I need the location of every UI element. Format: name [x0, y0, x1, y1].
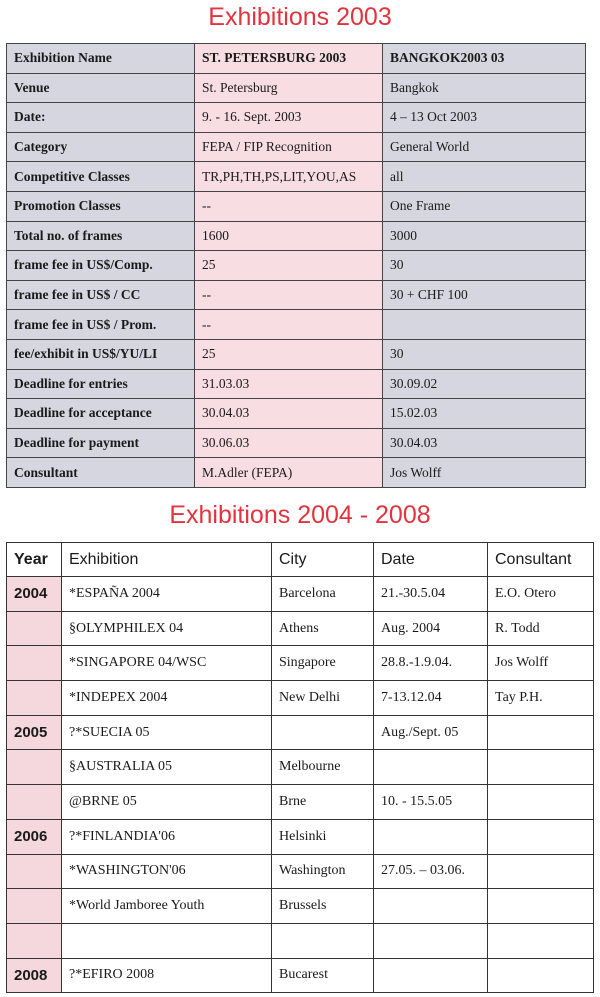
date-cell	[374, 819, 488, 854]
exhibition-cell: @BRNE 05	[62, 785, 272, 820]
row-label: frame fee in US$/Comp.	[7, 251, 195, 281]
bangkok-value: Jos Wolff	[383, 458, 586, 488]
table-row	[7, 646, 594, 681]
city-cell: Washington	[272, 854, 374, 889]
st-petersburg-value: 25	[195, 339, 383, 369]
table-row	[7, 399, 586, 429]
table-row	[7, 611, 594, 646]
city-cell: Singapore	[272, 646, 374, 681]
table-row	[7, 73, 586, 103]
table-row	[7, 681, 594, 716]
city-cell: Athens	[272, 611, 374, 646]
city-cell: Brne	[272, 785, 374, 820]
city-cell: New Delhi	[272, 681, 374, 716]
city-cell	[272, 715, 374, 750]
bangkok-value: all	[383, 162, 586, 192]
table-row	[7, 428, 586, 458]
consultant-cell: Jos Wolff	[488, 646, 594, 681]
table-row	[7, 339, 586, 369]
exhibitions-2004-2008-table	[6, 542, 594, 993]
year-cell	[7, 750, 62, 785]
exhibition-cell: ?*FINLANDIA'06	[62, 819, 272, 854]
exhibitions-2003-table	[6, 43, 586, 488]
year-cell: 2006	[7, 819, 62, 854]
st-petersburg-value: 30.04.03	[195, 399, 383, 429]
year-cell: 2004	[7, 577, 62, 612]
year-cell	[7, 646, 62, 681]
table-row	[7, 577, 594, 612]
year-cell	[7, 611, 62, 646]
st-petersburg-value: 25	[195, 251, 383, 281]
row-label: Promotion Classes	[7, 191, 195, 221]
exhibition-cell: *ESPAÑA 2004	[62, 577, 272, 612]
year-cell	[7, 785, 62, 820]
date-cell: Aug./Sept. 05	[374, 715, 488, 750]
bangkok-value: 30	[383, 339, 586, 369]
column-header: Year	[7, 543, 62, 577]
column-header: Exhibition	[62, 543, 272, 577]
year-cell	[7, 889, 62, 924]
row-label: Category	[7, 132, 195, 162]
row-label: Total no. of frames	[7, 221, 195, 251]
table-row	[7, 251, 586, 281]
row-label: Exhibition Name	[7, 44, 195, 74]
table-row	[7, 958, 594, 993]
st-petersburg-value: M.Adler (FEPA)	[195, 458, 383, 488]
row-label: frame fee in US$ / Prom.	[7, 310, 195, 340]
table-row	[7, 715, 594, 750]
st-petersburg-value: 30.06.03	[195, 428, 383, 458]
column-header: Consultant	[488, 543, 594, 577]
bangkok-value: 3000	[383, 221, 586, 251]
exhibition-cell: *World Jamboree Youth	[62, 889, 272, 924]
exhibition-cell: §AUSTRALIA 05	[62, 750, 272, 785]
title-exhibitions-2003: Exhibitions 2003	[208, 3, 392, 31]
table-row	[7, 44, 586, 74]
date-cell: 28.8.-1.9.04.	[374, 646, 488, 681]
exhibition-cell: ?*EFIRO 2008	[62, 958, 272, 993]
date-cell: 10. - 15.5.05	[374, 785, 488, 820]
year-cell: 2005	[7, 715, 62, 750]
date-cell	[374, 923, 488, 958]
city-cell: Barcelona	[272, 577, 374, 612]
exhibition-cell: *WASHINGTON'06	[62, 854, 272, 889]
exhibition-cell: *SINGAPORE 04/WSC	[62, 646, 272, 681]
bangkok-value: 30.09.02	[383, 369, 586, 399]
table-row	[7, 369, 586, 399]
st-petersburg-value: 9. - 16. Sept. 2003	[195, 103, 383, 133]
table-row	[7, 889, 594, 924]
consultant-cell	[488, 785, 594, 820]
row-label: Consultant	[7, 458, 195, 488]
table-row	[7, 750, 594, 785]
title-exhibitions-2004-2008: Exhibitions 2004 - 2008	[169, 501, 431, 529]
table-row	[7, 280, 586, 310]
table-row	[7, 785, 594, 820]
city-cell: Bucarest	[272, 958, 374, 993]
row-label: Deadline for payment	[7, 428, 195, 458]
date-cell	[374, 889, 488, 924]
table-row	[7, 310, 586, 340]
row-label: Deadline for acceptance	[7, 399, 195, 429]
table-row	[7, 923, 594, 958]
consultant-cell: Tay P.H.	[488, 681, 594, 716]
bangkok-value: BANGKOK2003 03	[383, 44, 586, 74]
consultant-cell	[488, 923, 594, 958]
st-petersburg-value: --	[195, 191, 383, 221]
row-label: fee/exhibit in US$/YU/LI	[7, 339, 195, 369]
date-cell: 21.-30.5.04	[374, 577, 488, 612]
consultant-cell	[488, 715, 594, 750]
date-cell	[374, 958, 488, 993]
bangkok-value: 4 – 13 Oct 2003	[383, 103, 586, 133]
st-petersburg-value: FEPA / FIP Recognition	[195, 132, 383, 162]
city-cell: Brussels	[272, 889, 374, 924]
table-row	[7, 191, 586, 221]
st-petersburg-value: --	[195, 280, 383, 310]
consultant-cell	[488, 958, 594, 993]
st-petersburg-value: 31.03.03	[195, 369, 383, 399]
column-header: Date	[374, 543, 488, 577]
bangkok-value: 15.02.03	[383, 399, 586, 429]
consultant-cell: R. Todd	[488, 611, 594, 646]
date-cell: 27.05. – 03.06.	[374, 854, 488, 889]
year-cell: 2008	[7, 958, 62, 993]
exhibition-cell	[62, 923, 272, 958]
bangkok-value: One Frame	[383, 191, 586, 221]
row-label: Date:	[7, 103, 195, 133]
table-row	[7, 458, 586, 488]
consultant-cell: E.O. Otero	[488, 577, 594, 612]
row-label: frame fee in US$ / CC	[7, 280, 195, 310]
date-cell: 7-13.12.04	[374, 681, 488, 716]
year-cell	[7, 854, 62, 889]
year-cell	[7, 923, 62, 958]
st-petersburg-value: --	[195, 310, 383, 340]
st-petersburg-value: St. Petersburg	[195, 73, 383, 103]
bangkok-value: 30 + CHF 100	[383, 280, 586, 310]
consultant-cell	[488, 819, 594, 854]
date-cell	[374, 750, 488, 785]
st-petersburg-value: 1600	[195, 221, 383, 251]
city-cell: Melbourne	[272, 750, 374, 785]
consultant-cell	[488, 750, 594, 785]
bangkok-value: Bangkok	[383, 73, 586, 103]
table-header-row	[7, 543, 594, 577]
year-cell	[7, 681, 62, 716]
row-label: Venue	[7, 73, 195, 103]
date-cell: Aug. 2004	[374, 611, 488, 646]
table-row	[7, 132, 586, 162]
st-petersburg-value: TR,PH,TH,PS,LIT,YOU,AS	[195, 162, 383, 192]
row-label: Deadline for entries	[7, 369, 195, 399]
table-row	[7, 819, 594, 854]
bangkok-value: 30	[383, 251, 586, 281]
table-row	[7, 854, 594, 889]
city-cell: Helsinki	[272, 819, 374, 854]
exhibition-cell: §OLYMPHILEX 04	[62, 611, 272, 646]
bangkok-value: General World	[383, 132, 586, 162]
bangkok-value: 30.04.03	[383, 428, 586, 458]
row-label: Competitive Classes	[7, 162, 195, 192]
table-row	[7, 221, 586, 251]
table-row	[7, 103, 586, 133]
consultant-cell	[488, 889, 594, 924]
city-cell	[272, 923, 374, 958]
st-petersburg-value: ST. PETERSBURG 2003	[195, 44, 383, 74]
column-header: City	[272, 543, 374, 577]
table-row	[7, 162, 586, 192]
bangkok-value	[383, 310, 586, 340]
exhibition-cell: *INDEPEX 2004	[62, 681, 272, 716]
consultant-cell	[488, 854, 594, 889]
exhibition-cell: ?*SUECIA 05	[62, 715, 272, 750]
